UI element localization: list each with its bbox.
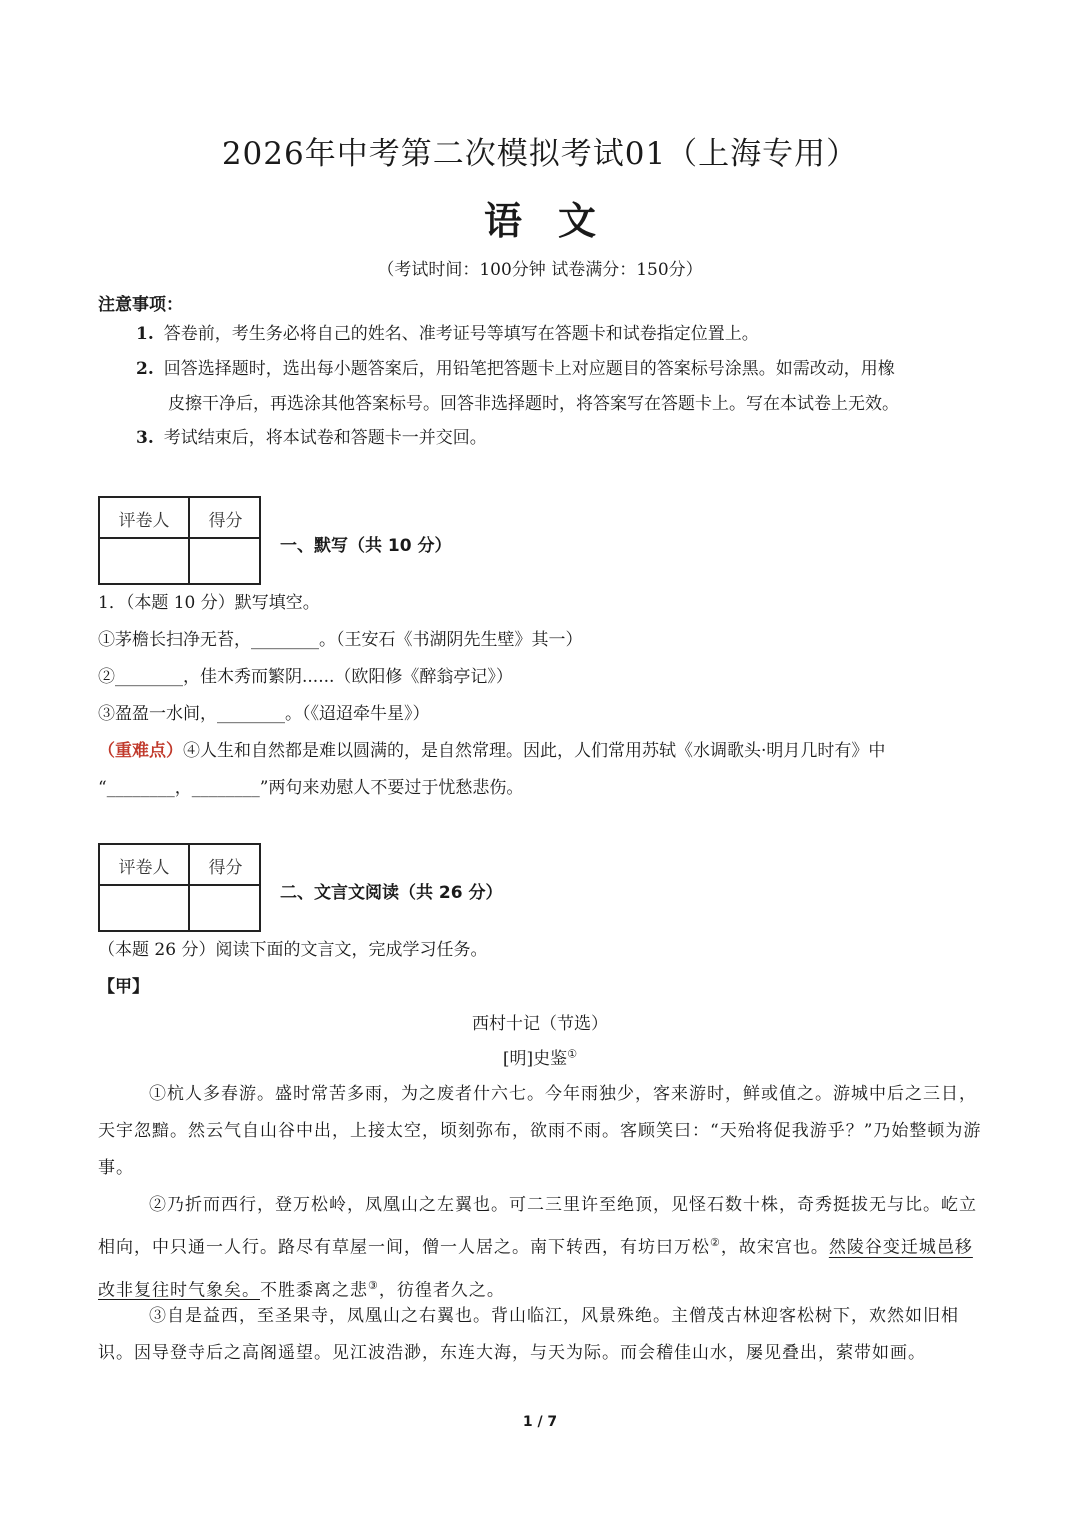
underlined-sentence: 然陵谷变迁城邑移改非复往时气象矣。 <box>98 1237 973 1301</box>
note-number: 1. <box>136 324 154 344</box>
part-label: 【甲】 <box>98 977 149 997</box>
exam-info: （考试时间：100分钟 试卷满分：150分） <box>377 260 703 280</box>
passage-author <box>0 1044 1080 1069</box>
q1-line-4 <box>98 736 885 761</box>
q1-line-1: ①茅檐长扫净无苔，________。（王安石《书湖阴先生壁》其一） <box>98 630 583 650</box>
grader-label: 评卷人 <box>118 858 170 878</box>
score-box-section1 <box>98 496 261 585</box>
note-text: 答卷前，考生务必将自己的姓名、准考证号等填写在答题卡和试卷指定位置上。 <box>163 324 759 344</box>
footnote-marker: ① <box>567 1047 578 1061</box>
passage-paragraph-3: ③自是益西，至圣果寺，凤凰山之右翼也。背山临江，风景殊绝。主僧茂古林迎客松树下，欢然如旧相识。因导登寺后之高阁遥望。见江波浩渺，东连大海，与天为际。而会稽佳山水，屡见叠出，萦带如画。 <box>98 1306 959 1363</box>
note-number: 3. <box>136 428 154 448</box>
exam-title: 2026年中考第二次模拟考试01（上海专用） <box>221 136 859 172</box>
hard-point-tag: （重难点） <box>98 741 183 761</box>
section2-heading: 二、文言文阅读（共 26 分） <box>280 883 503 903</box>
footnote-marker: ② <box>710 1236 721 1249</box>
para2-text-b: ，故宋宫也。 <box>720 1237 829 1258</box>
para2-text-d: ，彷徨者久之。 <box>378 1280 505 1301</box>
note-item-3 <box>136 428 487 448</box>
page-number: 1 / 7 <box>522 1414 558 1430</box>
q1-intro: 1．（本题 10 分）默写填空。 <box>98 593 320 613</box>
section2-intro: （本题 26 分）阅读下面的文言文，完成学习任务。 <box>98 940 488 960</box>
subject-title: 语文 <box>483 198 632 243</box>
para2-text-a: ②乃折而西行，登万松岭，凤凰山之左翼也。可二三里许至绝顶，见怪石数十株，奇秀挺拔无与比。屹立相向，中只通一人行。路尽有草屋一间，僧一人居之。南下转西，有坊曰万松 <box>98 1195 977 1258</box>
note-item-2-continued: 皮擦干净后，再选涂其他答案标号。回答非选择题时，将答案写在答题卡上。写在本试卷上无效。 <box>168 394 899 414</box>
section1-heading: 一、默写（共 10 分） <box>280 536 452 556</box>
notes-heading: 注意事项： <box>98 295 183 315</box>
q1-line-3: ③盈盈一水间，________。（《迢迢牵牛星》） <box>98 704 430 724</box>
score-label: 得分 <box>208 858 243 878</box>
passage-title: 西村十记（节选） <box>472 1014 608 1034</box>
passage-paragraph-2 <box>98 1187 982 1309</box>
note-item-1 <box>136 324 759 344</box>
score-label: 得分 <box>208 511 243 531</box>
note-text: 回答选择题时，选出每小题答案后，用铅笔把答题卡上对应题目的答案标号涂黑。如需改动，用橡 <box>163 359 895 379</box>
grader-label: 评卷人 <box>118 511 170 531</box>
author-name: [明]史鉴 <box>502 1049 568 1069</box>
footnote-marker: ③ <box>368 1278 379 1292</box>
passage-paragraph-1: ①杭人多春游。盛时常苦多雨，为之废者什六七。今年雨独少，客来游时，鲜或值之。游城中后之三日，天宇忽黯。然云气自山谷中出，上接太空，顷刻弥布，欲雨不雨。客顾笑曰：“天殆将促我游乎？”乃始整顿为游事。 <box>98 1084 982 1178</box>
note-text: 考试结束后，将本试卷和答题卡一并交回。 <box>163 428 487 448</box>
note-number: 2. <box>136 359 154 379</box>
score-box-section2 <box>98 843 261 932</box>
para2-text-c: 不胜黍离之悲 <box>260 1280 368 1301</box>
q1-line-4-text: ④人生和自然都是难以圆满的，是自然常理。因此，人们常用苏轼《水调歌头·明月几时有》中 <box>183 741 886 761</box>
q1-line-4-continued: “________，________”两句来劝慰人不要过于忧愁悲伤。 <box>98 778 524 798</box>
q1-line-2: ②________，佳木秀而繁阴......（欧阳修《醉翁亭记》） <box>98 667 513 687</box>
note-item-2 <box>136 359 895 379</box>
